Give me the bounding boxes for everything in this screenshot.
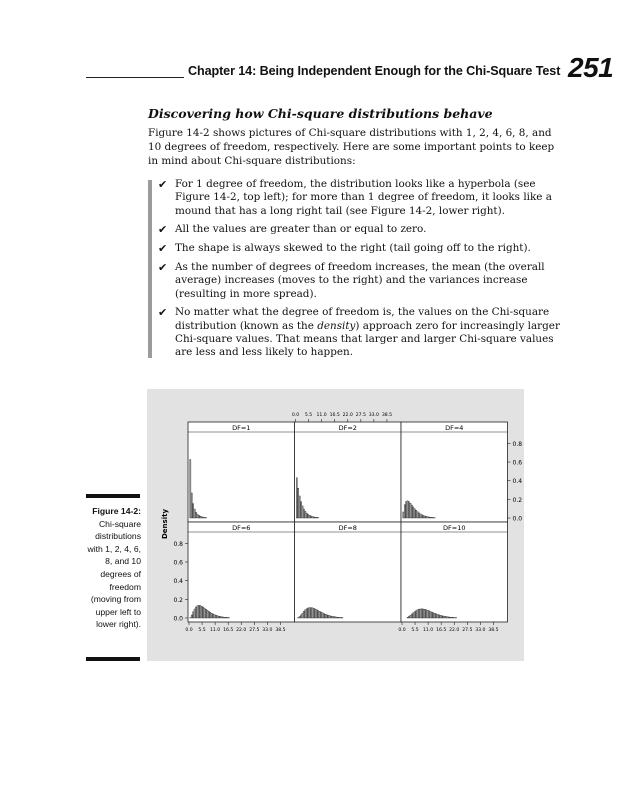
figure-label: Figure 14-2:: [92, 506, 141, 516]
histogram-bar: [213, 614, 214, 618]
x-tick-label: 16.5: [436, 628, 447, 633]
histogram-bar: [198, 605, 199, 618]
histogram-bar: [197, 606, 198, 618]
histogram-bar: [296, 478, 297, 518]
histogram-bar: [211, 613, 212, 618]
histogram-bar: [451, 617, 452, 618]
histogram-bar: [336, 617, 337, 618]
histogram-bar: [203, 517, 204, 518]
histogram-bar: [421, 609, 422, 618]
histogram-bar: [221, 617, 222, 618]
bullet-sidebar: [148, 180, 152, 358]
histogram-bar: [434, 613, 435, 618]
y-tick-label: 0.8: [173, 540, 183, 548]
x-tick-label: 5.5: [411, 628, 419, 633]
histogram-bar: [424, 609, 425, 618]
histogram-bar: [308, 608, 309, 618]
histogram-bar: [316, 610, 317, 618]
histogram-bar: [217, 616, 218, 618]
histogram-bar: [403, 512, 404, 518]
x-tick-label: 22.0: [236, 628, 247, 633]
chapter-title: Chapter 14: Being Independent Enough for the Chi-Square Test: [188, 64, 561, 78]
histogram-bar: [428, 517, 429, 518]
figure-rule-bottom: [86, 657, 140, 661]
histogram-bar: [423, 609, 424, 618]
figure-caption-text: Chi-square distributions with 1, 2, 4, 6, 8, and 10 degrees of freedom (moving from upper left to lower right).: [87, 518, 141, 630]
check-mark-icon: ✔: [158, 306, 168, 320]
histogram-bar: [420, 609, 421, 618]
histogram-bar: [441, 616, 442, 618]
histogram-bar: [205, 609, 206, 618]
histogram-bar: [204, 608, 205, 618]
histogram-bar: [340, 617, 341, 618]
histogram-bar: [414, 612, 415, 618]
histogram-bar: [411, 505, 412, 518]
bullet-emphasis: density: [317, 319, 356, 332]
histogram-bar: [443, 616, 444, 618]
histogram-bar: [218, 616, 219, 618]
histogram-bar: [222, 617, 223, 618]
histogram-bar: [407, 501, 408, 518]
y-tick-label: 0.2: [512, 496, 523, 504]
check-mark-icon: ✔: [158, 223, 168, 237]
histogram-bar: [312, 517, 313, 518]
histogram-bar: [444, 616, 445, 618]
histogram-bar: [318, 611, 319, 618]
histogram-bar: [330, 616, 331, 618]
bullet-text: No matter what the degree of freedom is, the values on the Chi-square distribution (known as the: [175, 306, 550, 332]
histogram-bar: [435, 614, 436, 618]
histogram-bar: [427, 610, 428, 618]
histogram-bar: [320, 612, 321, 618]
histogram-bar: [303, 611, 304, 618]
histogram-bar: [214, 615, 215, 618]
bullet-text: ) approach zero for increasingly larger Chi-square values. That means that larger and larger Chi-square values are less and less likely to happen.: [175, 319, 560, 359]
histogram-bar: [315, 517, 316, 518]
histogram-bar: [407, 617, 408, 618]
y-tick-label: 0.8: [512, 440, 523, 448]
x-tick-label: 22.0: [449, 628, 460, 633]
histogram-bar: [298, 488, 299, 518]
histogram-bar: [312, 608, 313, 618]
histogram-bar: [426, 610, 427, 618]
y-tick-label: 0.4: [512, 478, 523, 486]
histogram-bar: [335, 617, 336, 618]
bullet-text: The shape is always skewed to the right (tail going off to the right).: [175, 242, 531, 255]
x-tick-label: 5.5: [304, 413, 313, 418]
histogram-bar: [417, 512, 418, 518]
y-tick-label: 0.6: [173, 559, 183, 567]
histogram-bar: [309, 608, 310, 618]
list-item: [158, 242, 562, 255]
histogram-bar: [339, 617, 340, 618]
histogram-bar: [416, 611, 417, 618]
histogram-bar: [305, 610, 306, 618]
histogram-bar: [316, 517, 317, 518]
histogram-bar: [190, 459, 191, 518]
list-item: [158, 223, 562, 236]
histogram-bar: [193, 612, 194, 618]
x-tick-label: 33.0: [368, 413, 379, 418]
list-item: [158, 306, 562, 359]
histogram-bar: [447, 617, 448, 618]
histogram-bar: [203, 607, 204, 618]
x-tick-label: 0.0: [185, 628, 193, 633]
list-item: [158, 261, 562, 301]
histogram-bar: [306, 609, 307, 618]
figure-caption: [80, 505, 141, 631]
histogram-bar: [431, 517, 432, 518]
panel-frame: [295, 422, 402, 522]
histogram-bar: [315, 609, 316, 618]
histogram-bar: [406, 501, 407, 518]
panel-frame: [401, 422, 508, 522]
histogram-bar: [333, 617, 334, 618]
histogram-bar: [411, 614, 412, 618]
y-tick-label: 0.4: [173, 578, 183, 586]
histogram-bar: [227, 617, 228, 618]
histogram-bar: [193, 504, 194, 518]
histogram-bar: [208, 611, 209, 618]
histogram-bar: [198, 515, 199, 518]
panel-frame: [188, 522, 295, 622]
histogram-bar: [201, 606, 202, 618]
bullet-text: All the values are greater than or equal to zero.: [175, 223, 427, 236]
histogram-bar: [313, 608, 314, 618]
histogram-bar: [410, 615, 411, 618]
panel-label: DF=2: [338, 424, 357, 432]
histogram-bar: [453, 617, 454, 618]
histogram-bar: [204, 517, 205, 518]
histogram-bar: [326, 615, 327, 618]
figure-box: [147, 389, 524, 661]
histogram-bar: [300, 502, 301, 518]
histogram-bar: [195, 512, 196, 518]
histogram-bar: [302, 506, 303, 518]
histogram-bar: [430, 611, 431, 618]
histogram-bar: [417, 610, 418, 618]
x-tick-label: 38.5: [275, 628, 286, 633]
x-tick-label: 5.5: [198, 628, 206, 633]
x-tick-label: 27.5: [462, 628, 473, 633]
histogram-bar: [433, 613, 434, 618]
histogram-bar: [194, 609, 195, 618]
x-tick-label: 38.5: [488, 628, 499, 633]
histogram-bar: [319, 611, 320, 618]
x-tick-label: 11.0: [423, 628, 434, 633]
page-number: 251: [568, 52, 614, 83]
histogram-bar: [191, 615, 192, 618]
histogram-bar: [207, 610, 208, 618]
bullet-text: For 1 degree of freedom, the distribution looks like a hyperbola (see Figure 14-2, top left); for more than 1 degree of freedom, it looks like a mound that has a long right tail (see Figure 14-2, lower right).: [175, 178, 552, 217]
histogram-bar: [323, 614, 324, 618]
x-tick-label: 16.5: [223, 628, 234, 633]
chi-square-chart: [147, 389, 524, 661]
histogram-bar: [423, 515, 424, 518]
histogram-bar: [309, 515, 310, 518]
x-tick-label: 22.0: [342, 413, 353, 418]
x-tick-label: 27.5: [249, 628, 260, 633]
check-mark-icon: ✔: [158, 178, 168, 191]
x-tick-label: 11.0: [210, 628, 221, 633]
histogram-bar: [220, 616, 221, 618]
histogram-bar: [421, 515, 422, 518]
y-axis-title: Density: [161, 508, 169, 540]
histogram-bar: [413, 507, 414, 518]
histogram-bar: [303, 509, 304, 518]
histogram-bar: [414, 509, 415, 518]
y-tick-label: 0.0: [173, 615, 183, 623]
histogram-bar: [201, 517, 202, 518]
bullet-list: [158, 178, 562, 365]
histogram-bar: [437, 614, 438, 618]
histogram-bar: [338, 617, 339, 618]
histogram-bar: [310, 516, 311, 518]
histogram-bar: [302, 613, 303, 618]
histogram-bar: [306, 513, 307, 518]
histogram-bar: [195, 607, 196, 618]
check-mark-icon: ✔: [158, 260, 168, 274]
x-tick-label: 38.5: [381, 413, 393, 418]
histogram-bar: [438, 615, 439, 618]
histogram-bar: [322, 613, 323, 618]
x-tick-label: 33.0: [475, 628, 486, 633]
histogram-bar: [430, 517, 431, 518]
panel-label: DF=8: [338, 524, 357, 532]
histogram-bar: [413, 613, 414, 618]
histogram-bar: [215, 615, 216, 618]
histogram-bar: [408, 502, 409, 518]
histogram-bar: [224, 617, 225, 618]
panel-frame: [401, 522, 508, 622]
panel-label: DF=4: [445, 424, 464, 432]
histogram-bar: [329, 616, 330, 618]
histogram-bar: [404, 505, 405, 518]
histogram-bar: [428, 611, 429, 618]
panel-frame: [188, 422, 295, 522]
check-mark-icon: ✔: [158, 242, 168, 256]
panel-label: DF=10: [443, 524, 466, 532]
histogram-bar: [200, 516, 201, 518]
histogram-bar: [416, 510, 417, 518]
histogram-bar: [426, 516, 427, 518]
histogram-bar: [448, 617, 449, 618]
histogram-bar: [313, 517, 314, 518]
histogram-bar: [308, 514, 309, 518]
histogram-bar: [440, 615, 441, 618]
histogram-bar: [410, 503, 411, 518]
histogram-bar: [310, 608, 311, 618]
histogram-bar: [191, 493, 192, 518]
bullet-text: As the number of degrees of freedom increases, the mean (the overall average) increases (moves to the right) and the variances increase (resulting in more spread).: [175, 260, 545, 300]
histogram-bar: [299, 616, 300, 618]
histogram-bar: [299, 496, 300, 518]
x-tick-label: 0.0: [291, 413, 300, 418]
x-tick-label: 33.0: [262, 628, 273, 633]
x-tick-label: 16.5: [329, 413, 340, 418]
histogram-bar: [325, 614, 326, 618]
list-item: [158, 178, 562, 218]
x-tick-label: 0.0: [398, 628, 406, 633]
histogram-bar: [194, 509, 195, 518]
histogram-bar: [328, 615, 329, 618]
histogram-bar: [445, 617, 446, 618]
figure-rule-top: [86, 494, 140, 498]
y-tick-label: 0.2: [173, 596, 183, 604]
x-tick-label: 27.5: [355, 413, 366, 418]
panel-label: DF=1: [232, 424, 251, 432]
panel-frame: [295, 522, 402, 622]
histogram-bar: [450, 617, 451, 618]
histogram-bar: [225, 617, 226, 618]
y-tick-label: 0.6: [512, 459, 523, 467]
histogram-bar: [200, 606, 201, 618]
y-tick-label: 0.0: [512, 515, 523, 523]
section-heading: Discovering how Chi-square distributions behave: [148, 106, 493, 121]
histogram-bar: [418, 609, 419, 618]
histogram-bar: [300, 615, 301, 618]
histogram-bar: [418, 513, 419, 518]
histogram-bar: [305, 511, 306, 518]
histogram-bar: [424, 516, 425, 518]
histogram-bar: [210, 612, 211, 618]
histogram-bar: [420, 514, 421, 518]
histogram-bar: [408, 616, 409, 618]
histogram-bar: [431, 612, 432, 618]
histogram-bar: [197, 514, 198, 518]
intro-paragraph: Figure 14-2 shows pictures of Chi-square distributions with 1, 2, 4, 6, 8, and 10 degrees of freedom, respectively. Here are some important points to keep in mind about Chi-square distributions:: [148, 127, 555, 167]
histogram-bar: [332, 616, 333, 618]
panel-label: DF=6: [232, 524, 251, 532]
x-tick-label: 11.0: [316, 413, 327, 418]
header-rule: [86, 77, 184, 78]
histogram-bar: [427, 517, 428, 518]
